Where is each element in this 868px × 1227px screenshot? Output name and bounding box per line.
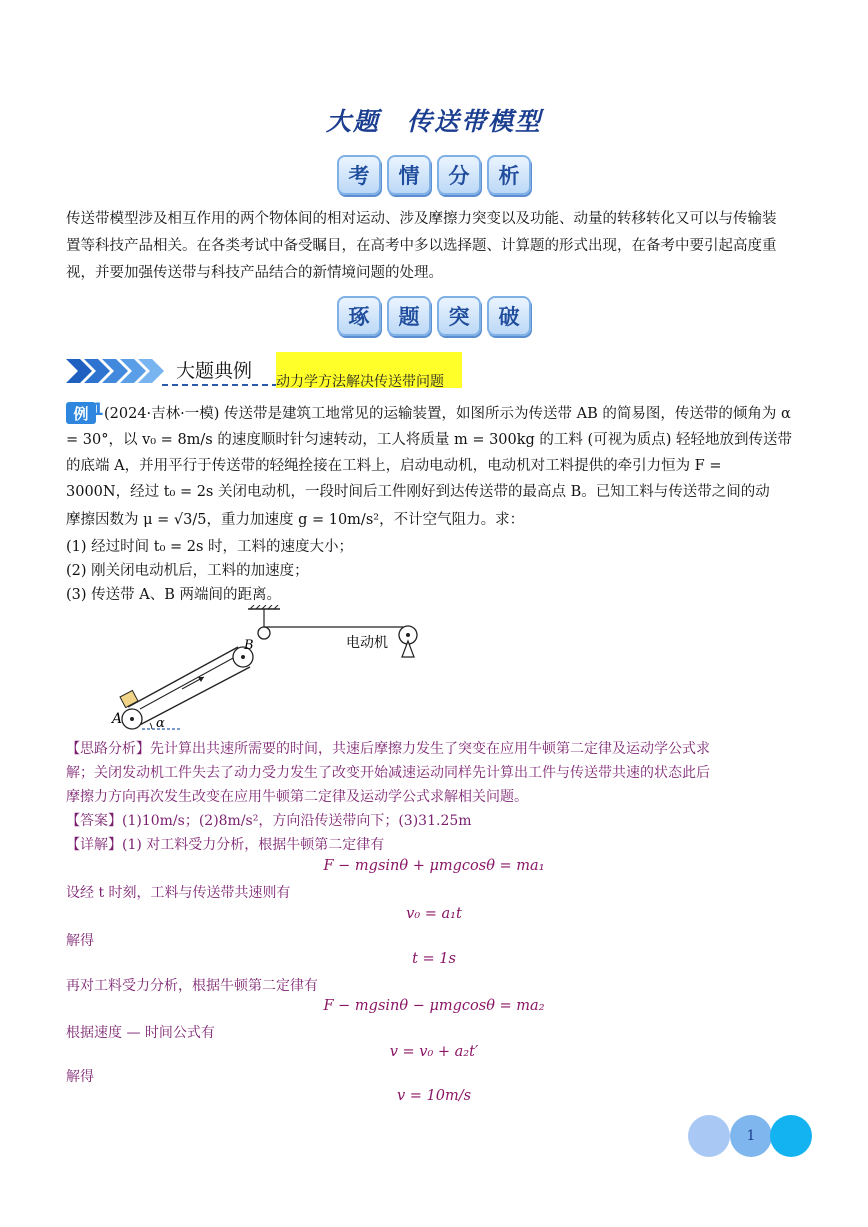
question-line: 3000N，经过 t₀ = 2s 关闭电动机，一段时间后工件刚好到达传送带的最高点 B。已知工料与传送带之间的动 — [66, 484, 770, 500]
solution-formula: t = 1s — [412, 951, 456, 967]
solution-formula: v = 10m/s — [396, 1088, 472, 1104]
badge-char: 情 — [387, 155, 431, 195]
badge-char: 析 — [487, 155, 531, 195]
badge-char: 考 — [337, 155, 381, 195]
sub-question: (1) 经过时间 t₀ = 2s 时，工料的速度大小； — [66, 539, 354, 555]
page-title: 大题 传送带模型 — [325, 107, 542, 136]
conveyor-belt-figure — [100, 605, 440, 735]
label-alpha: α — [156, 716, 165, 731]
answer-line: 【答案】(1)10m/s；(2)8m/s²，方向沿传送带向下；(3)31.25m — [66, 813, 472, 829]
analysis-line: 解；关闭发动机工件失去了动力受力发生了改变开始减速运动同样先计算出工件与传送带共速的状态此后 — [66, 765, 710, 781]
intro-line: 传送带模型涉及相互作用的两个物体间的相对运动、涉及摩擦力突变以及功能、动量的转移转化又可以与传输装 — [66, 211, 777, 227]
page-dot — [770, 1115, 812, 1157]
solution-formula: v₀ = a₁t — [406, 906, 462, 922]
page-number: 1 — [730, 1115, 772, 1157]
intro-line: 视，并要加强传送带与科技产品结合的新情境问题的处理。 — [66, 265, 443, 281]
question-line: 的底端 A，并用平行于传送带的轻绳拴接在工料上，启动电动机，电动机对工料提供的牵引力恒为 F = — [66, 458, 722, 474]
badge-row-exam-analysis — [0, 155, 868, 195]
label-a: A — [112, 711, 123, 727]
badge-char: 题 — [387, 296, 431, 336]
solution-text: 解得 — [66, 1069, 94, 1085]
badge-char: 分 — [437, 155, 481, 195]
badge-char: 琢 — [337, 296, 381, 336]
solution-text: 设经 t 时刻，工料与传送带共速则有 — [66, 885, 291, 901]
intro-line: 置等科技产品相关。在各类考试中备受瞩目，在高考中多以选择题、计算题的形式出现，在备考中要引起高度重 — [66, 238, 777, 254]
analysis-line: 【思路分析】先计算出共速所需要的时间，共速后摩擦力发生了突变在应用牛顿第二定律及运动学公式求 — [66, 741, 710, 757]
page-dot — [688, 1115, 730, 1157]
chevron-band-icon — [66, 359, 166, 383]
solution-formula: v = v₀ + a₂t′ — [389, 1044, 479, 1060]
motor-label: 电动机 — [346, 635, 388, 651]
badge-char: 突 — [437, 296, 481, 336]
example-number: 1 — [92, 400, 104, 420]
section-topic: 动力学方法解决传送带问题 — [276, 374, 444, 390]
solution-formula: F − mgsinθ + μmgcosθ = ma₁ — [323, 858, 545, 874]
sub-question: (2) 刚关闭电动机后，工料的加速度； — [66, 563, 309, 579]
analysis-line: 摩擦力方向再次发生改变在应用牛顿第二定律及运动学公式求解相关问题。 — [66, 789, 528, 805]
solution-text: 【详解】(1) 对工料受力分析，根据牛顿第二定律有 — [66, 837, 385, 853]
solution-text: 再对工料受力分析，根据牛顿第二定律有 — [66, 978, 318, 994]
label-b: B — [244, 638, 254, 653]
question-line: = 30°，以 v₀ = 8m/s 的速度顺时针匀速转动，工人将质量 m = 300kg 的工料 (可视为质点) 轻轻地放到传送带 — [66, 432, 792, 448]
section-title: 大题典例 — [176, 360, 253, 382]
example-tag: 例 — [66, 402, 96, 424]
question-line: (2024·吉林·一模) 传送带是建筑工地常见的运输装置，如图所示为传送带 AB 的简易图，传送带的倾角为 α — [104, 406, 791, 422]
intro-paragraph — [66, 206, 806, 287]
question-line: 摩擦因数为 μ = √3/5，重力加速度 g = 10m/s²，不计空气阻力。求： — [66, 512, 525, 528]
badge-char: 破 — [487, 296, 531, 336]
solution-formula: F − mgsinθ − μmgcosθ = ma₂ — [323, 998, 545, 1014]
solution-text: 根据速度 — 时间公式有 — [66, 1025, 215, 1041]
sub-question: (3) 传送带 A、B 两端间的距离。 — [66, 587, 281, 603]
solution-text: 解得 — [66, 933, 94, 949]
badge-row-problem-breakthrough — [0, 296, 868, 336]
section-divider — [162, 384, 278, 386]
